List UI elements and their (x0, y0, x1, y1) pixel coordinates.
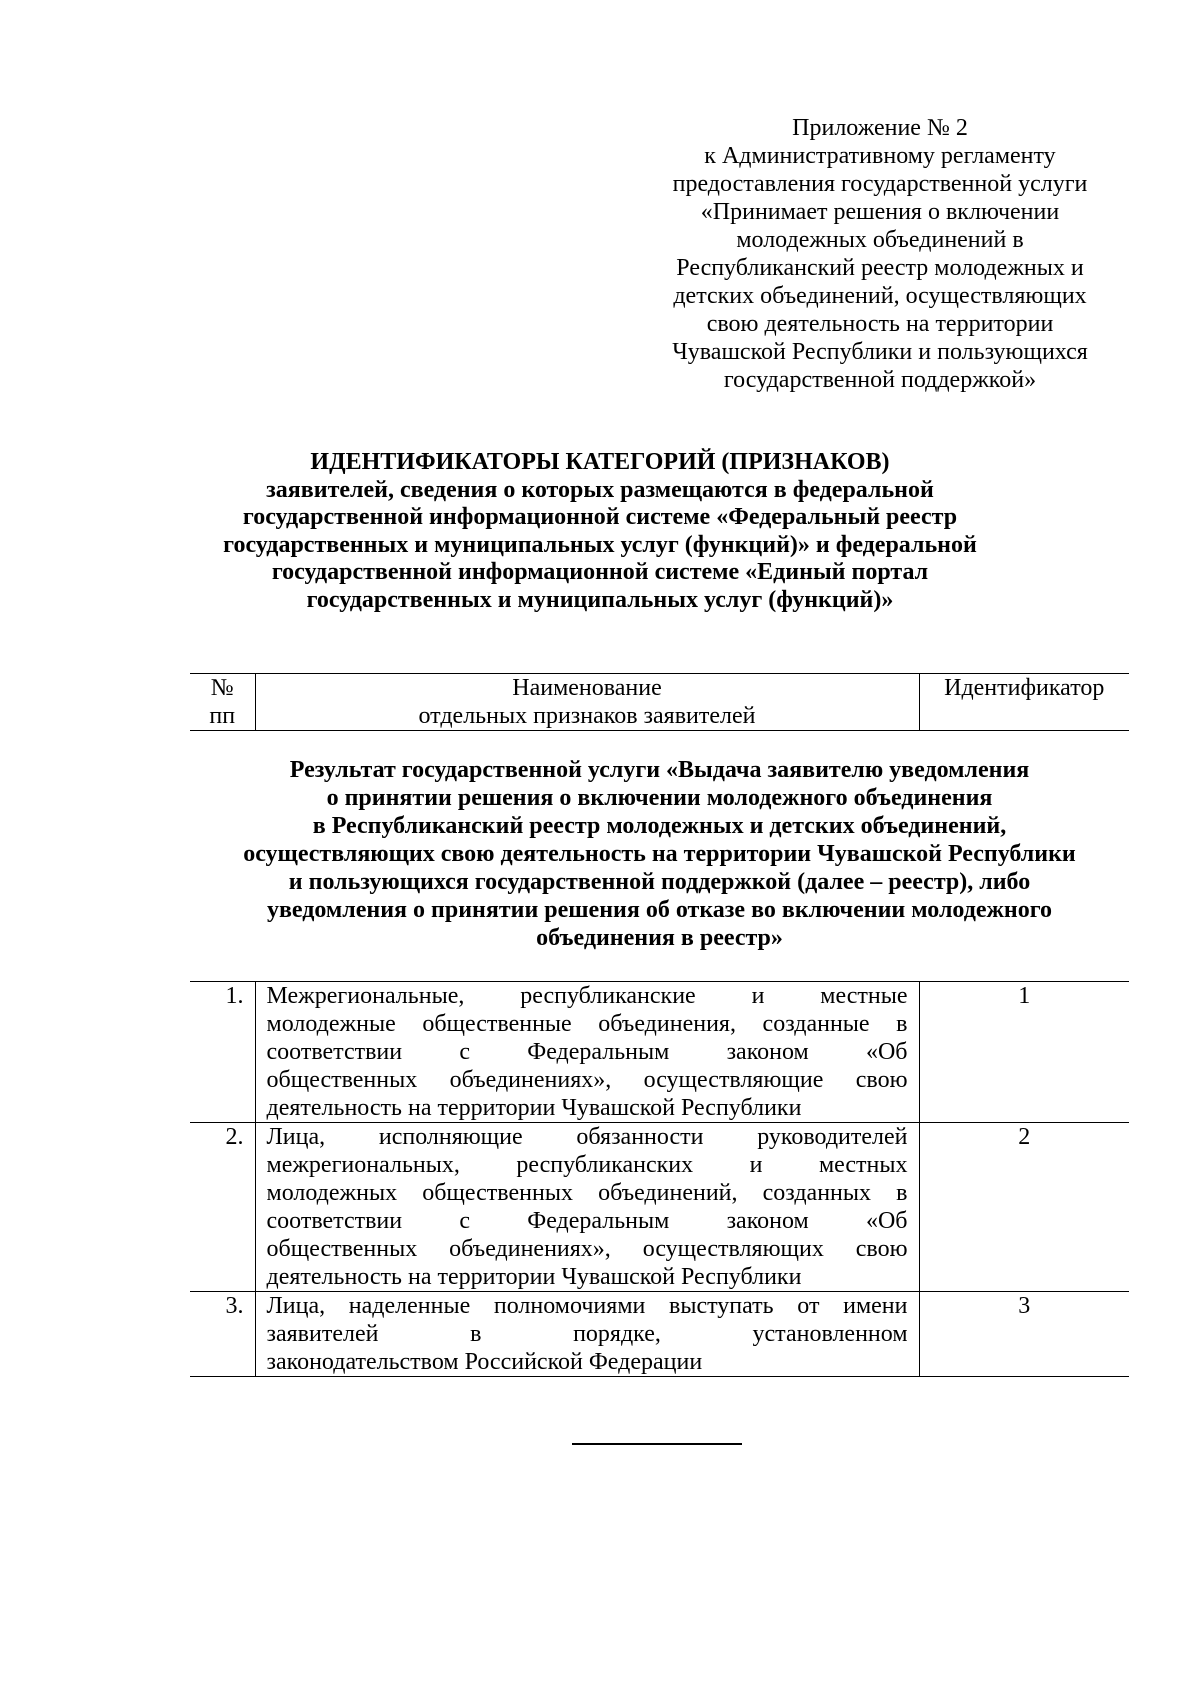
result-line: объединения в реестр» (536, 925, 783, 951)
row-description (255, 1123, 919, 1292)
appendix-line: детских объединений, осуществляющих (673, 283, 1087, 309)
title-line: государственной информационной системе «Федеральный реестр (242, 504, 958, 530)
appendix-line: молодежных объединений в (736, 227, 1024, 253)
header-id-cell (919, 674, 1129, 731)
row-description (255, 982, 919, 1123)
row-identifier: 3 (919, 1292, 1129, 1377)
header-num-line1: № (210, 675, 234, 701)
row-text-line: межрегиональных, республиканских и местных (266, 1152, 908, 1178)
row-text-line: соответствии с Федеральным законом «Об (266, 1208, 908, 1234)
header-id: Идентификатор (944, 675, 1105, 701)
row-text-line: молодежных общественных объединений, созданных в (266, 1180, 908, 1206)
row-text-line: общественных объединениях», осуществляющих свою (266, 1236, 908, 1262)
header-num-cell (190, 674, 255, 731)
appendix-line: Приложение № 2 (792, 115, 968, 141)
result-line: в Республиканский реестр молодежных и детских объединений, (312, 813, 1007, 839)
result-heading (190, 756, 1129, 952)
row-identifier: 2 (919, 1123, 1129, 1292)
row-text-line: Лица, исполняющие обязанности руководителей (266, 1124, 908, 1150)
row-num: 1. (190, 982, 255, 1123)
header-name-line2: отдельных признаков заявителей (418, 703, 756, 729)
row-identifier: 1 (919, 982, 1129, 1123)
appendix-line: свою деятельность на территории (706, 311, 1054, 337)
result-line: Результат государственной услуги «Выдача заявителю уведомления (289, 757, 1030, 783)
row-text-line: законодательством Российской Федерации (266, 1349, 703, 1375)
row-description (255, 1292, 919, 1377)
row-text-line: соответствии с Федеральным законом «Об (266, 1039, 908, 1065)
table-header-row (190, 674, 1129, 731)
table-row (190, 1123, 1129, 1292)
appendix-line: предоставления государственной услуги (672, 171, 1088, 197)
table-row (190, 982, 1129, 1123)
appendix-line: государственной поддержкой» (723, 367, 1037, 393)
result-line: уведомления о принятии решения об отказе во включении молодежного (266, 897, 1053, 923)
row-text-line: заявителей в порядке, установленном (266, 1321, 908, 1347)
title-line: государственных и муниципальных услуг (функций)» и федеральной (223, 531, 977, 558)
identifiers-table (190, 981, 1129, 1377)
identifiers-table-header (190, 673, 1129, 731)
appendix-line: Чувашской Республики и пользующихся (672, 339, 1088, 365)
header-name-cell (255, 674, 919, 731)
header-name-line1: Наименование (512, 675, 662, 701)
appendix-line: «Принимает решения о включении (700, 199, 1060, 225)
title-line: заявителей, сведения о которых размещаются в федеральной (266, 476, 934, 503)
row-num: 2. (190, 1123, 255, 1292)
header-num-line2: пп (209, 703, 236, 729)
title-line: государственной информационной системе «Единый портал (271, 559, 929, 585)
row-text-line: деятельность на территории Чувашской Республики (266, 1095, 802, 1121)
end-divider (572, 1443, 742, 1445)
document-title (190, 449, 1010, 614)
appendix-line: Республиканский реестр молодежных и (676, 255, 1084, 281)
table-row (190, 1292, 1129, 1377)
row-num: 3. (190, 1292, 255, 1377)
title-line: государственных и муниципальных услуг (функций)» (306, 586, 894, 613)
appendix-line: к Административному регламенту (704, 143, 1056, 169)
row-text-line: Лица, наделенные полномочиями выступать от имени (266, 1293, 908, 1319)
row-text-line: Межрегиональные, республиканские и местные (266, 983, 908, 1009)
appendix-block (640, 114, 1120, 394)
result-line: осуществляющих свою деятельность на территории Чувашской Республики (243, 841, 1076, 867)
result-line: и пользующихся государственной поддержкой (далее – реестр), либо (288, 869, 1031, 895)
row-text-line: молодежные общественные объединения, созданные в (266, 1011, 908, 1037)
result-line: о принятии решения о включении молодежного объединения (326, 785, 993, 811)
row-text-line: общественных объединениях», осуществляющие свою (266, 1067, 908, 1093)
row-text-line: деятельность на территории Чувашской Республики (266, 1264, 802, 1290)
title-line: ИДЕНТИФИКАТОРЫ КАТЕГОРИЙ (ПРИЗНАКОВ) (310, 449, 890, 475)
